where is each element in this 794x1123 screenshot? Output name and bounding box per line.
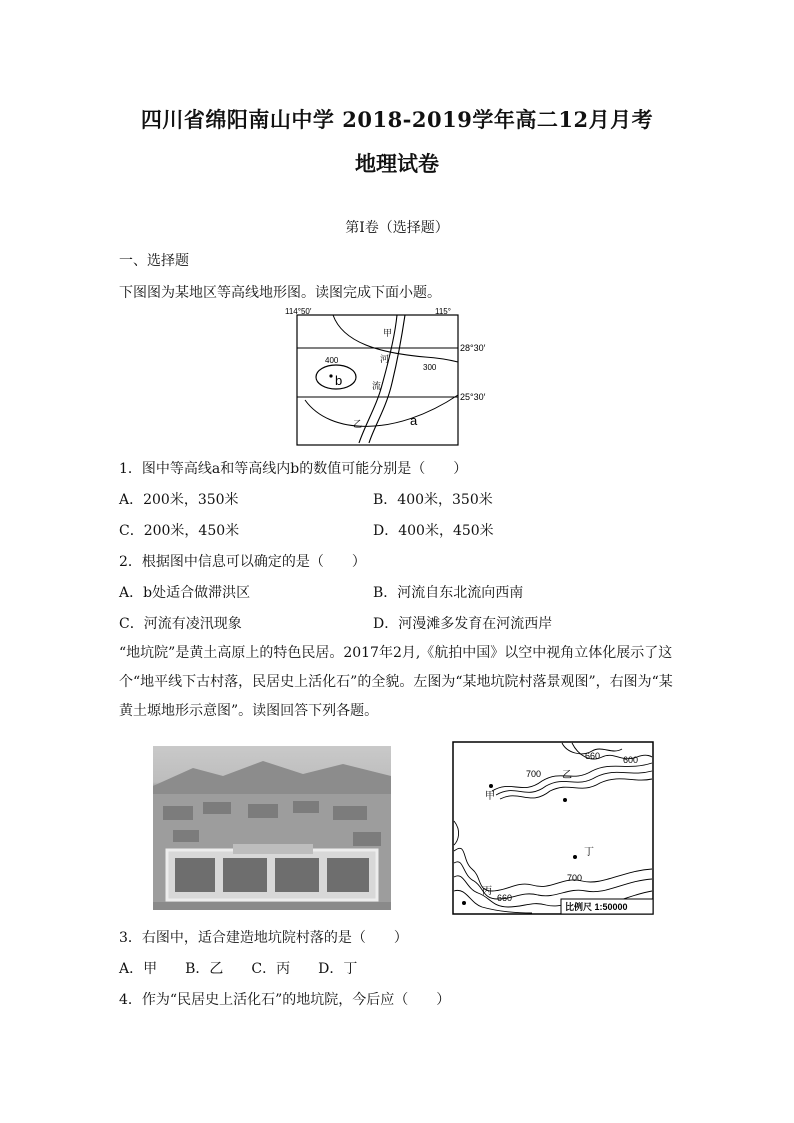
label-yi-map2: 乙	[562, 770, 572, 781]
label-jia: 甲	[383, 329, 393, 339]
lat-bottom-label: 25°30′	[460, 392, 486, 402]
label-a: a	[410, 413, 418, 428]
contour-600: 600	[623, 755, 639, 765]
point-jia	[489, 784, 493, 788]
q4-stem: 4．作为“民居史上活化石”的地坑院，今后应（ ）	[119, 992, 451, 1008]
part-heading: 一、选择题	[119, 253, 189, 269]
label-ding: 丁	[584, 847, 594, 858]
contour-660-top: 660	[585, 751, 601, 761]
label-jia-map2: 甲	[485, 791, 495, 802]
q1-option-a[interactable]: A．200米，350米	[119, 492, 239, 508]
label-300: 300	[423, 363, 437, 372]
q2-stem: 2．根据图中信息可以确定的是（ ）	[119, 554, 366, 570]
point-b-dot	[329, 374, 332, 377]
section-title: 第Ⅰ卷（选择题）	[345, 220, 449, 236]
label-bing: 丙	[482, 886, 492, 897]
intro-text: 下图图为某地区等高线地形图。读图完成下面小题。	[119, 285, 441, 301]
point-bing	[462, 901, 466, 905]
point-ding-marker	[563, 798, 567, 802]
dikengyuan-village-photo	[153, 746, 391, 910]
label-yi: 乙	[353, 420, 363, 430]
label-he: 河	[380, 355, 390, 365]
q3-stem: 3．右图中，适合建造地坑院村落的是（ ）	[119, 930, 408, 946]
q2-option-b[interactable]: B．河流自东北流向西南	[373, 585, 524, 601]
q1-option-c[interactable]: C．200米，450米	[119, 523, 240, 539]
exam-subtitle: 地理试卷	[355, 151, 439, 176]
lat-top-label: 28°30′	[460, 343, 486, 353]
q2-option-c[interactable]: C．河流有凌汛现象	[119, 616, 242, 632]
contour-700-top: 700	[526, 769, 542, 779]
label-b: b	[335, 373, 343, 388]
q2-option-d[interactable]: D．河漫滩多发育在河流西岸	[373, 616, 553, 632]
exam-title: 四川省绵阳南山中学 2018-2019学年高二12月月考	[140, 107, 654, 132]
passage-text: “地坑院”是黄土高原上的特色民居。2017年2月,《航拍中国》以空中视角立体化展示了这个“地平线下古村落，民居史上活化石”的全貌。左图为“某地坑院村落景观图”，右图为“某黄土塬地形示意图”。读图回答下列各题。	[119, 645, 673, 719]
point-ding	[573, 855, 577, 859]
label-liu: 流	[372, 382, 382, 392]
q1-option-d[interactable]: D．400米，450米	[373, 523, 494, 539]
q2-option-a[interactable]: A．b处适合做滞洪区	[119, 585, 251, 601]
label-400: 400	[325, 356, 339, 365]
contour-660-bottom: 660	[497, 893, 513, 903]
lon-right-label: 115°	[435, 307, 451, 316]
lon-left-label: 114°50′	[285, 307, 312, 316]
contour-map-figure	[285, 305, 500, 450]
loess-tableland-map	[452, 741, 655, 916]
photo-drawing	[153, 746, 391, 910]
contour-700-bottom: 700	[567, 873, 583, 883]
q1-stem: 1．图中等高线a和等高线内b的数值可能分别是（ ）	[119, 461, 468, 477]
scale-label: 比例尺 1:50000	[565, 902, 628, 912]
q1-option-b[interactable]: B．400米，350米	[373, 492, 493, 508]
q3-options[interactable]: A．甲 B．乙 C．丙 D．丁	[119, 961, 358, 977]
